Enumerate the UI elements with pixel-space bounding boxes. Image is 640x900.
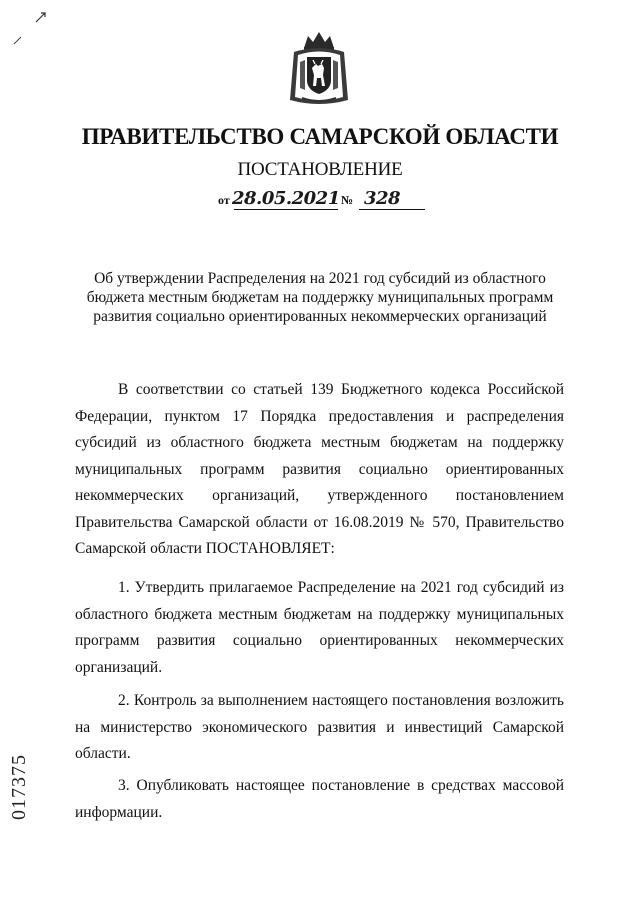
text-line: информации.	[75, 803, 163, 821]
subject-line: Об утверждении Распределения на 2021 год субсидий из областного	[94, 270, 546, 287]
number-underline	[359, 209, 425, 210]
text-line: субсидий из областного бюджета местным бюджетам на поддержку	[75, 434, 564, 451]
date-label: от	[218, 193, 230, 207]
preamble-paragraph	[75, 377, 564, 563]
text-line: Правительства Самарской области от 16.08.2019 № 570, Правительство	[75, 513, 564, 531]
document-subject	[60, 269, 580, 326]
text-line: областного бюджета местным бюджетам на поддержку муниципальных	[75, 605, 564, 623]
scan-mark	[12, 34, 24, 46]
text-line: Самарской области ПОСТАНОВЛЯЕТ:	[75, 540, 335, 557]
item-2-paragraph	[75, 688, 564, 768]
scan-mark	[34, 10, 48, 24]
text-line: организаций.	[75, 658, 163, 676]
margin-serial-number: 017375	[8, 754, 30, 820]
text-line: Федерации, пунктом 17 Порядка предоставления и распределения	[75, 407, 564, 425]
number-handwritten: 328	[364, 188, 401, 209]
item-3-paragraph	[75, 773, 564, 826]
subject-line: развития социально ориентированных некоммерческих организаций	[93, 308, 547, 325]
text-line: на министерство экономического развития и инвестиций Самарской	[75, 718, 564, 736]
document-type: ПОСТАНОВЛЕНИЕ	[237, 159, 403, 180]
text-line: 2. Контроль за выполнением настоящего постановления возложить	[118, 692, 564, 709]
text-line: муниципальных программ развития социально ориентированных	[75, 460, 564, 478]
subject-line: бюджета местным бюджетам на поддержку муниципальных программ	[86, 289, 554, 306]
government-title: ПРАВИТЕЛЬСТВО САМАРСКОЙ ОБЛАСТИ	[81, 124, 559, 149]
coat-of-arms-icon	[288, 28, 350, 108]
item-1-paragraph	[75, 575, 564, 681]
text-line: некоммерческих организаций, утвержденного постановлением	[75, 487, 564, 504]
date-underline	[234, 209, 338, 210]
text-line: программ развития социально ориентированных некоммерческих	[75, 632, 564, 649]
text-line: 1. Утвердить прилагаемое Распределение на 2021 год субсидий из	[118, 579, 564, 596]
date-handwritten: 28.05.2021	[232, 188, 340, 209]
number-label: №	[341, 193, 354, 207]
text-line: области.	[75, 745, 131, 762]
text-line: В соответствии со статьей 139 Бюджетного кодекса Российской	[118, 381, 564, 398]
registration-line	[218, 187, 438, 213]
text-line: 3. Опубликовать настоящее постановление в средствах массовой	[118, 777, 564, 794]
